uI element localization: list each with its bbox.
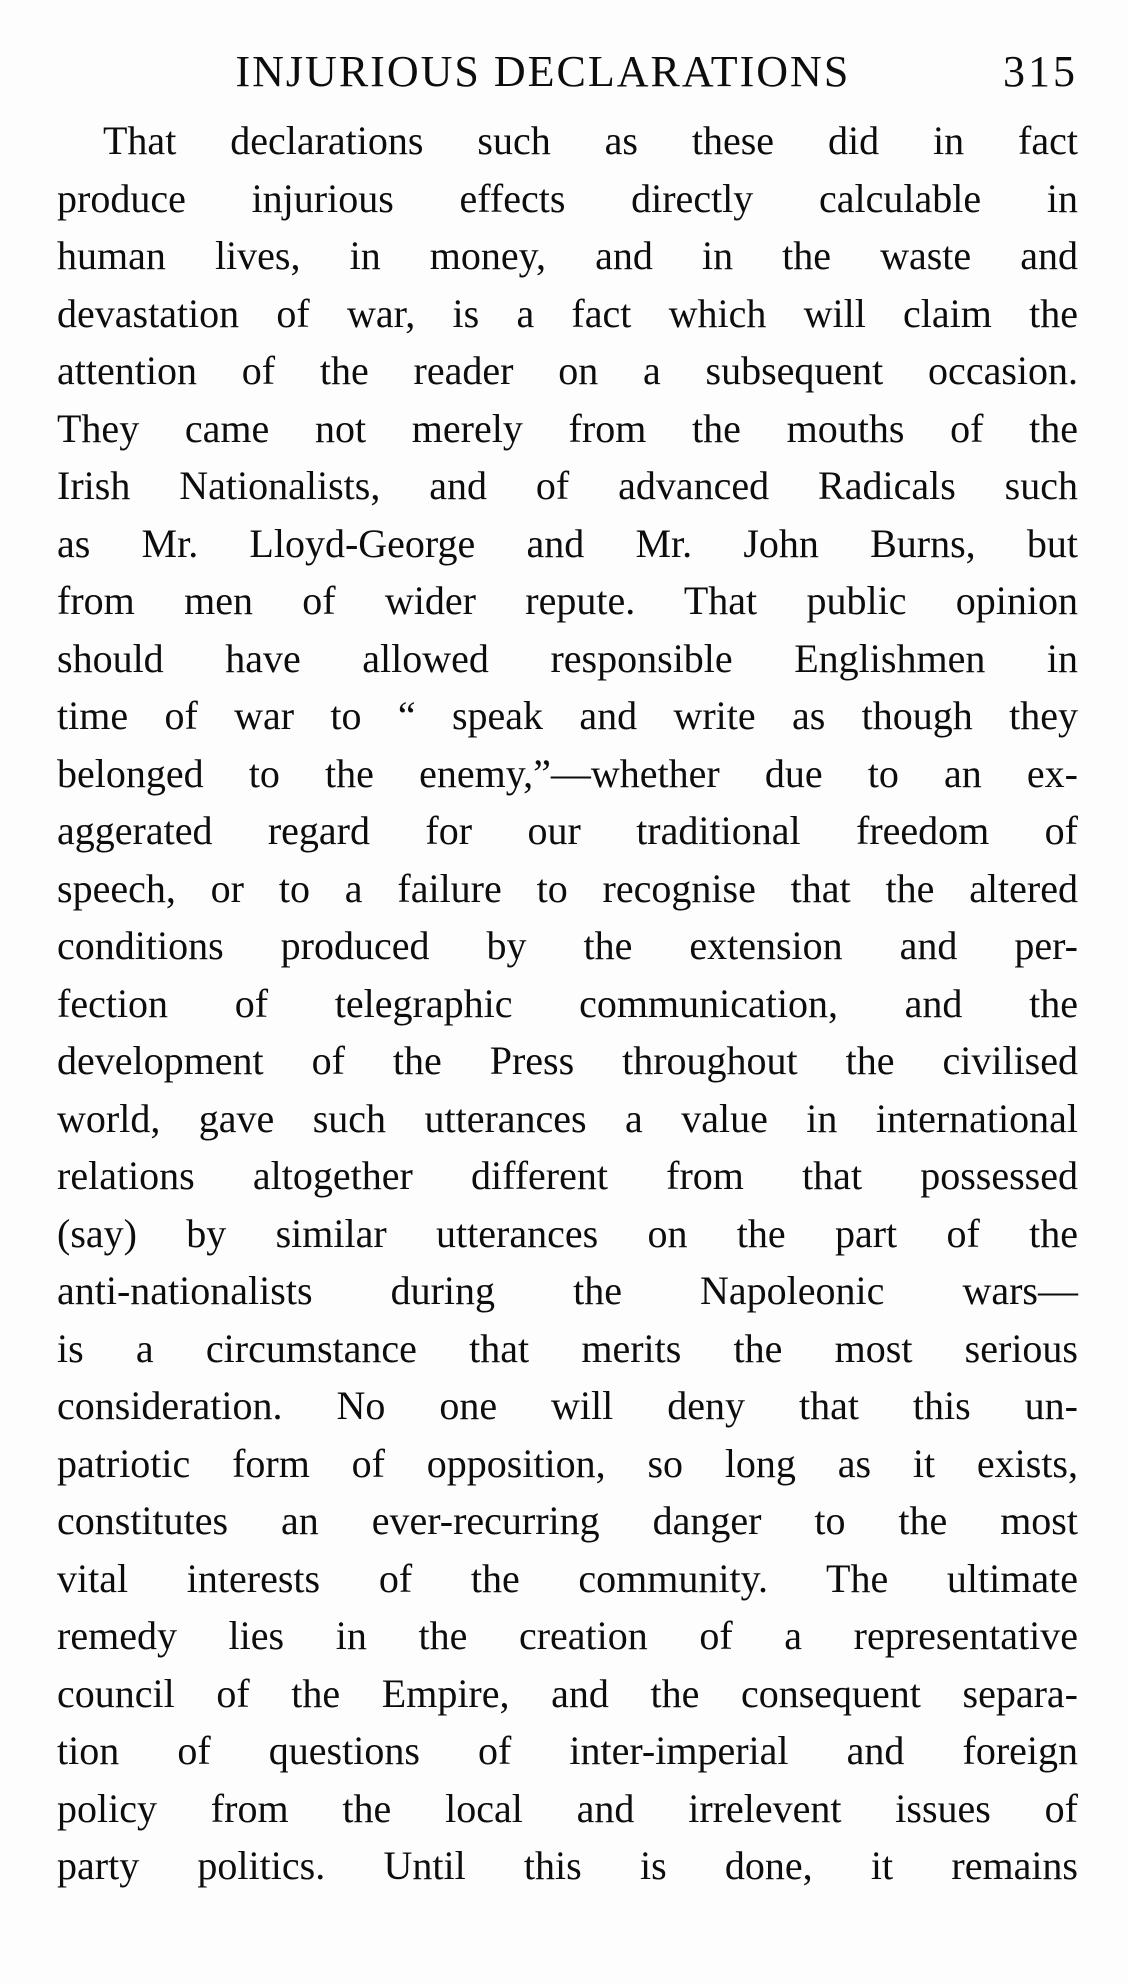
running-head-title: INJURIOUS DECLARATIONS (235, 47, 851, 96)
text-line: development of the Press throughout the civilised (57, 1038, 1078, 1083)
text-line: produce injurious effects directly calculable in (57, 175, 1078, 221)
text-line: is a circumstance that merits the most serious (57, 1325, 1078, 1371)
text-line: belonged to the enemy,”—whether due to an ex- (57, 750, 1078, 796)
text-line: world, gave such utterances a value in international (57, 1095, 1078, 1141)
text-line: (say) by similar utterances on the part of the (57, 1210, 1078, 1256)
text-line: time of war to “ speak and write as though they (57, 693, 1078, 738)
text-line: constitutes an ever-recurring danger to the most (57, 1498, 1078, 1543)
page-number: 315 (1003, 47, 1078, 96)
text-line: speech, or to a failure to recognise that the altered (57, 865, 1078, 911)
text-line: Irish Nationalists, and of advanced Radicals such (57, 463, 1078, 508)
text-line: consideration. No one will deny that this un- (57, 1383, 1078, 1428)
text-line: devastation of war, is a fact which will claim the (57, 290, 1078, 336)
body-text (57, 112, 1078, 1895)
text-line: vital interests of the community. The ultimate (57, 1555, 1078, 1601)
text-line: patriotic form of opposition, so long as it exists, (57, 1440, 1078, 1486)
page-header (57, 46, 1078, 98)
text-line: remedy lies in the creation of a representative (57, 1613, 1078, 1658)
text-line: relations altogether different from that possessed (57, 1153, 1078, 1198)
text-line: as Mr. Lloyd-George and Mr. John Burns, but (57, 520, 1078, 566)
text-line: aggerated regard for our traditional freedom of (57, 808, 1078, 853)
text-line: They came not merely from the mouths of the (57, 405, 1078, 451)
text-line: policy from the local and irrelevent issues of (57, 1785, 1078, 1831)
text-line: fection of telegraphic communication, and the (57, 980, 1078, 1026)
text-line: attention of the reader on a subsequent occasion. (57, 348, 1078, 393)
text-line: conditions produced by the extension and per- (57, 923, 1078, 968)
text-line: That declarations such as these did in fact (103, 118, 1078, 163)
text-line: human lives, in money, and in the waste and (57, 233, 1078, 278)
text-line: party politics. Until this is done, it remains (57, 1843, 1078, 1888)
text-line: anti-nationalists during the Napoleonic wars— (57, 1268, 1078, 1313)
text-line: council of the Empire, and the consequent separa- (57, 1670, 1078, 1716)
text-line: should have allowed responsible Englishmen in (57, 635, 1078, 681)
text-line: tion of questions of inter-imperial and foreign (57, 1728, 1078, 1773)
text-line: from men of wider repute. That public opinion (57, 578, 1078, 623)
